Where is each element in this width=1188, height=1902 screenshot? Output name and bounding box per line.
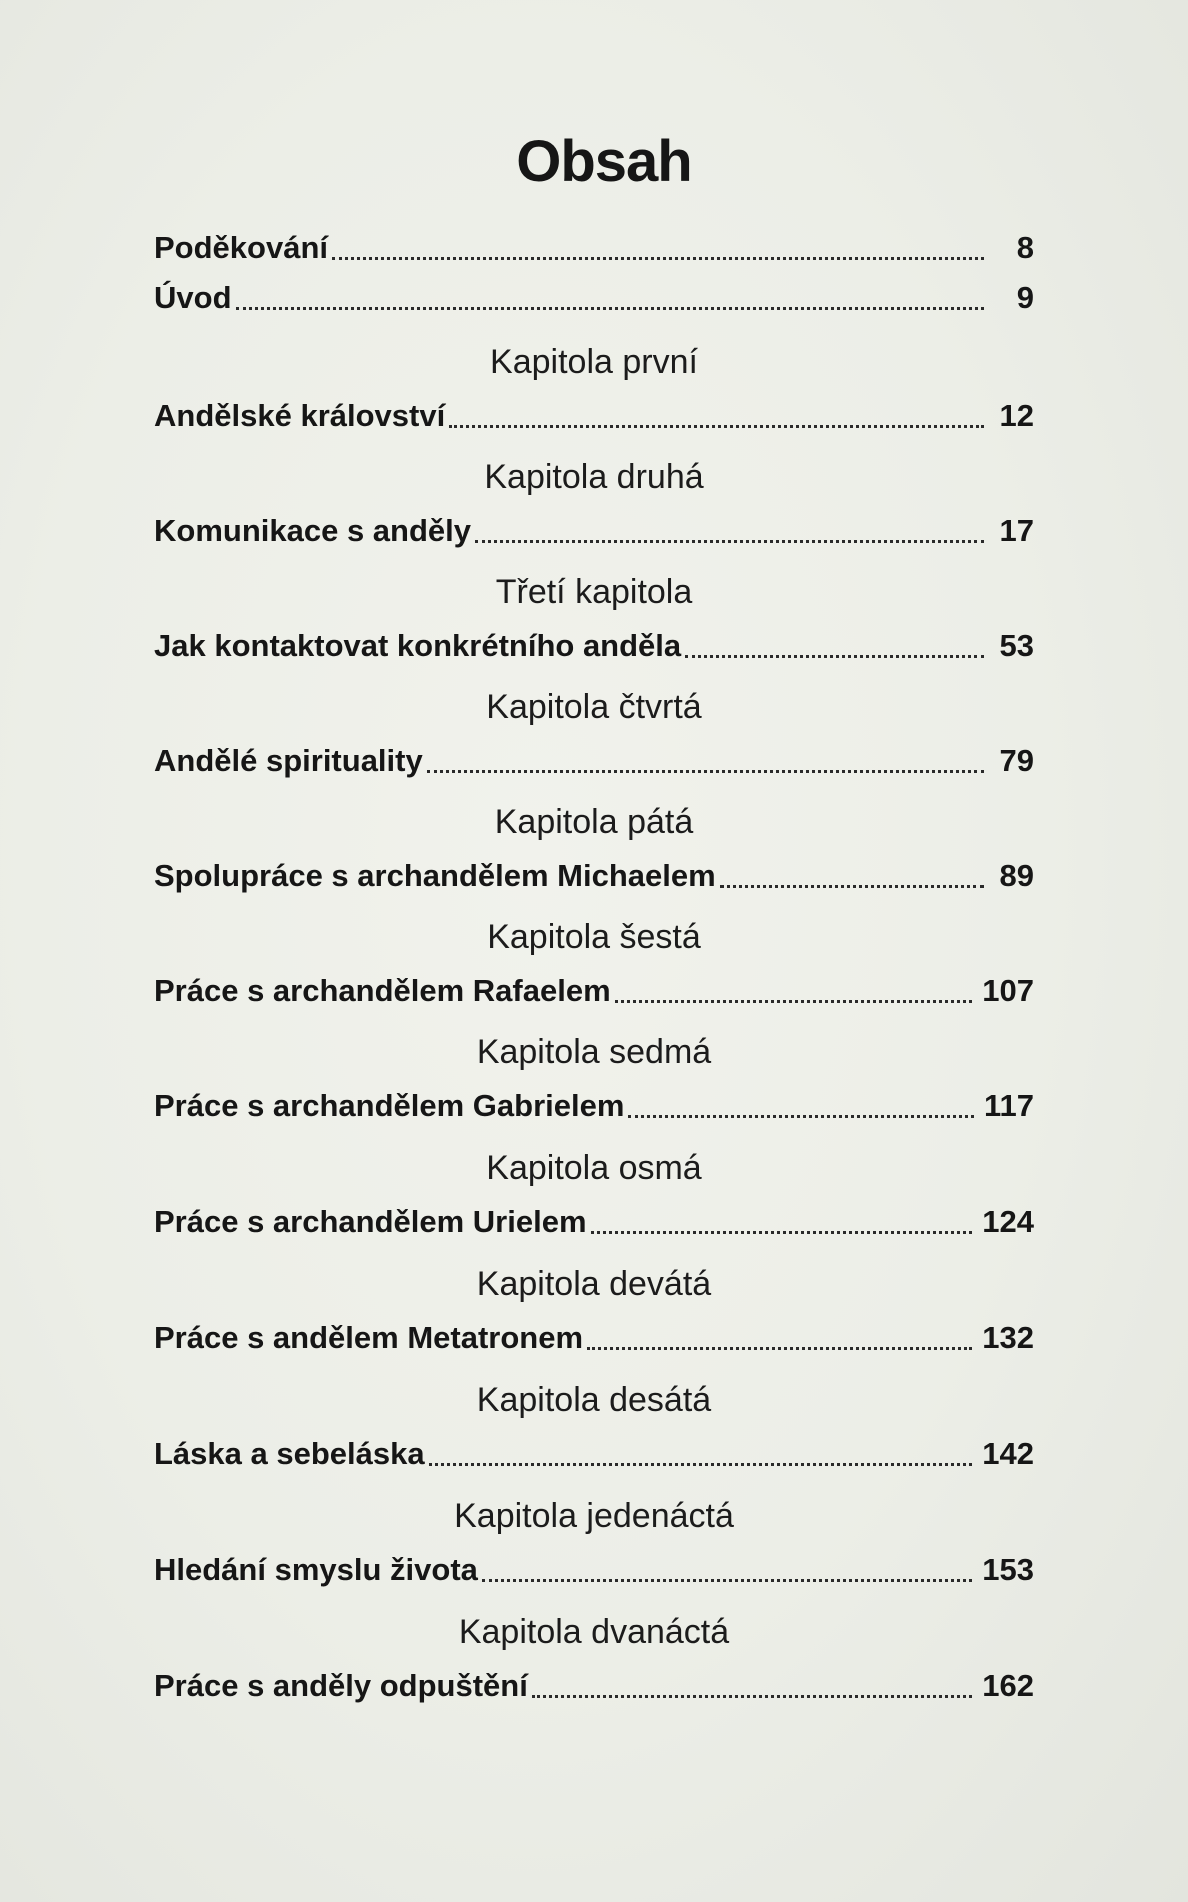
toc-row: [154, 511, 1034, 551]
toc-page-number: 89: [999, 858, 1034, 893]
dot-leader: [475, 540, 984, 543]
page-title: Obsah: [516, 129, 692, 194]
toc-row: [154, 1318, 1034, 1358]
dot-leader: [482, 1579, 972, 1582]
toc-entry-title: Práce s archandělem Rafaelem: [154, 973, 611, 1008]
chapter-label: Kapitola pátá: [494, 803, 694, 841]
toc-entry-chapter-10: [154, 1374, 1034, 1474]
toc-page-number: 153: [982, 1552, 1034, 1587]
toc-entry-chapter-6: [154, 911, 1034, 1011]
chapter-label: Kapitola sedmá: [476, 1033, 712, 1071]
toc-entry-title: Komunikace s anděly: [154, 513, 472, 548]
toc-page-number: 142: [982, 1436, 1034, 1471]
toc-entry-chapter-8: [154, 1142, 1034, 1242]
toc-entry-chapter-3: [154, 566, 1034, 666]
toc-row: [154, 1202, 1034, 1242]
chapter-label: Kapitola první: [490, 343, 698, 381]
dot-leader: [615, 1000, 973, 1003]
toc-entry-chapter-9: [154, 1258, 1034, 1358]
toc-page-number: 79: [999, 743, 1034, 778]
toc-row: [154, 1666, 1034, 1706]
dot-leader: [427, 770, 984, 773]
toc-entry-chapter-7: [154, 1026, 1034, 1126]
toc-page-number: 12: [999, 398, 1034, 433]
chapter-label: Kapitola desátá: [476, 1381, 712, 1419]
toc-entry-title: Láska a sebeláska: [154, 1436, 425, 1471]
toc-entry-title: Úvod: [154, 280, 232, 315]
dot-leader: [587, 1347, 972, 1350]
toc-row: [154, 741, 1034, 781]
dot-leader: [720, 885, 984, 888]
dot-leader: [532, 1695, 972, 1698]
toc-entry-introduction: [154, 278, 1034, 318]
dot-leader: [236, 307, 985, 310]
dot-leader: [591, 1231, 973, 1234]
toc-entry-title: Andělé spirituality: [154, 743, 423, 778]
chapter-label: Třetí kapitola: [495, 573, 693, 611]
dot-leader: [449, 425, 984, 428]
toc-entry-acknowledgements: [154, 228, 1034, 268]
toc-entry-chapter-11: [154, 1490, 1034, 1590]
chapter-label: Kapitola šestá: [487, 918, 701, 956]
toc-entry-title: Práce s archandělem Urielem: [154, 1204, 587, 1239]
toc-entry-title: Práce s andělem Metatronem: [154, 1320, 584, 1355]
toc-page-number: 17: [999, 513, 1034, 548]
toc-entry-title: Hledání smyslu života: [154, 1552, 478, 1587]
toc-row: [154, 396, 1034, 436]
toc-entry-title: Práce s archandělem Gabrielem: [154, 1088, 625, 1123]
toc-page-number: 162: [982, 1668, 1034, 1703]
toc-row: [154, 856, 1034, 896]
toc-entry-title: Spolupráce s archandělem Michaelem: [154, 858, 716, 893]
chapter-label: Kapitola devátá: [476, 1265, 712, 1303]
toc-row: [154, 278, 1034, 318]
toc-entry-chapter-2: [154, 451, 1034, 551]
toc-entry-chapter-12: [154, 1606, 1034, 1706]
toc-row: [154, 1086, 1034, 1126]
chapter-label: Kapitola čtvrtá: [486, 688, 702, 726]
dot-leader: [685, 655, 984, 658]
toc-entry-title: Andělské království: [154, 398, 446, 433]
toc-entry-title: Práce s anděly odpuštění: [154, 1668, 528, 1703]
toc-entry-title: Poděkování: [154, 230, 328, 265]
toc-row: [154, 626, 1034, 666]
toc-row: [154, 1434, 1034, 1474]
toc-row: [154, 228, 1034, 268]
toc-page-number: 107: [982, 973, 1034, 1008]
chapter-label: Kapitola druhá: [484, 458, 704, 496]
chapter-label: Kapitola jedenáctá: [454, 1497, 734, 1535]
toc-page-number: 117: [983, 1088, 1034, 1123]
chapter-label: Kapitola osmá: [486, 1149, 702, 1187]
toc-page-number: 124: [982, 1204, 1034, 1239]
toc-row: [154, 971, 1034, 1011]
chapter-label: Kapitola dvanáctá: [458, 1613, 730, 1651]
toc-row: [154, 1550, 1034, 1590]
dot-leader: [628, 1115, 974, 1118]
dot-leader: [332, 257, 984, 260]
toc-entry-chapter-5: [154, 796, 1034, 896]
toc-page-number: 8: [1016, 230, 1034, 265]
toc-page-number: 53: [999, 628, 1034, 663]
toc-entry-chapter-4: [154, 681, 1034, 781]
toc-entry-title: Jak kontaktovat konkrétního anděla: [154, 628, 682, 663]
toc-entry-chapter-1: [154, 336, 1034, 436]
toc-page-number: 132: [982, 1320, 1034, 1355]
toc-page-number: 9: [1016, 280, 1034, 315]
dot-leader: [429, 1463, 973, 1466]
